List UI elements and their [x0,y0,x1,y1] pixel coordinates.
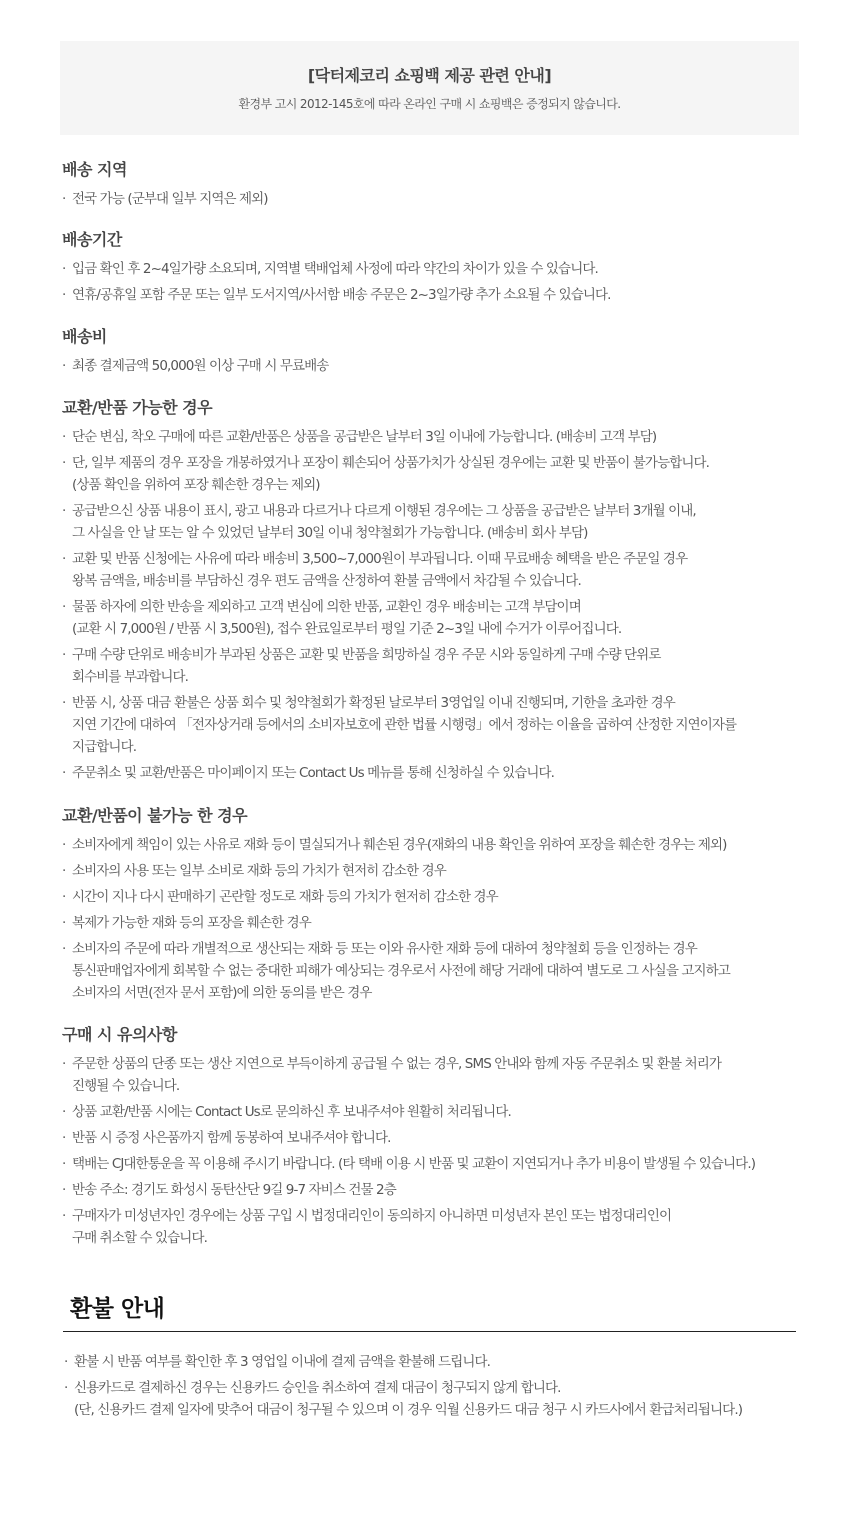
section-return-impossible [62,804,822,1008]
section-delivery-period [62,228,822,310]
list-item: · 주문한 상품의 단종 또는 생산 지연으로 부득이하게 공급될 수 없는 경우, SMS 안내와 함께 자동 주문취소 및 환불 처리가 진행될 수 있습니다. [62,1053,822,1097]
notice-text: 환경부 고시 2012-145호에 따라 온라인 구매 시 쇼핑백은 증정되지 않습니다. [238,97,621,111]
section-title: 배송비 [62,327,107,346]
section-title: 교환/반품 가능한 경우 [62,398,213,417]
list-item: · 구매 수량 단위로 배송비가 부과된 상품은 교환 및 반품을 희망하실 경우 주문 시와 동일하게 구매 수량 단위로 회수비를 부과합니다. [62,644,822,688]
list-item: · 복제가 가능한 재화 등의 포장을 훼손한 경우 [62,912,822,934]
refund-title: 환불 안내 [70,1296,165,1322]
section-title: 배송 지역 [62,160,127,179]
section-title: 구매 시 유의사항 [62,1025,177,1044]
list-item: · 신용카드로 결제하신 경우는 신용카드 승인을 취소하여 결제 대금이 청구되지 않게 합니다. (단, 신용카드 결제 일자에 맞추어 대금이 청구될 수 있으며 이 경우 익월 신용카드 대금 청구 시 카드사에서 환급처리됩니다.) [64,1377,824,1421]
shopping-bag-notice [60,41,799,135]
list-item: · 소비자에게 책임이 있는 사유로 재화 등이 멸실되거나 훼손된 경우(재화의 내용 확인을 위하여 포장을 훼손한 경우는 제외) [62,834,822,856]
list-item: · 소비자의 사용 또는 일부 소비로 재화 등의 가치가 현저히 감소한 경우 [62,860,822,882]
section-shipping-fee [62,325,822,381]
list-item: · 시간이 지나 다시 판매하기 곤란할 정도로 재화 등의 가치가 현저히 감소한 경우 [62,886,822,908]
list-item: · 반송 주소: 경기도 화성시 동탄산단 9길 9-7 자비스 건물 2층 [62,1179,822,1201]
notice-title: [닥터제코리 쇼핑백 제공 관련 안내] [307,66,552,85]
list-item: · 입금 확인 후 2~4일가량 소요되며, 지역별 택배업체 사정에 따라 약간의 차이가 있을 수 있습니다. [62,258,822,280]
divider [63,1331,796,1332]
list-item: · 반품 시 증정 사은품까지 함께 동봉하여 보내주셔야 합니다. [62,1127,822,1149]
list-item: · 연휴/공휴일 포함 주문 또는 일부 도서지역/사서함 배송 주문은 2~3일가량 추가 소요될 수 있습니다. [62,284,822,306]
list-item: · 전국 가능 (군부대 일부 지역은 제외) [62,188,822,210]
list-item: · 상품 교환/반품 시에는 Contact Us로 문의하신 후 보내주셔야 원활히 처리됩니다. [62,1101,822,1123]
list-item: · 소비자의 주문에 따라 개별적으로 생산되는 재화 등 또는 이와 유사한 재화 등에 대하여 청약철회 등을 인정하는 경우 통신판매업자에게 회복할 수 없는 중대한 피해가 예상되는 경우로서 사전에 해당 거래에 대하여 별도로 그 사실을 고지하고 소비자의 서면(전자 문서 포함)에 의한 동의를 받은 경우 [62,938,822,1004]
section-purchase-notes [62,1023,822,1253]
list-item: · 최종 결제금액 50,000원 이상 구매 시 무료배송 [62,355,822,377]
section-title: 배송기간 [62,230,122,249]
list-item: · 단순 변심, 착오 구매에 따른 교환/반품은 상품을 공급받은 날부터 3일 이내에 가능합니다. (배송비 고객 부담) [62,426,822,448]
list-item: · 구매자가 미성년자인 경우에는 상품 구입 시 법정대리인이 동의하지 아니하면 미성년자 본인 또는 법정대리인이 구매 취소할 수 있습니다. [62,1205,822,1249]
list-item: · 반품 시, 상품 대금 환불은 상품 회수 및 청약철회가 확정된 날로부터 3영업일 이내 진행되며, 기한을 초과한 경우 지연 기간에 대하여 「전자상거래 등에서의 소비자보호에 관한 법률 시행령」에서 정하는 이율을 곱하여 산정한 지연이자를 지급합니다. [62,692,822,758]
list-item: · 교환 및 반품 신청에는 사유에 따라 배송비 3,500~7,000원이 부과됩니다. 이때 무료배송 혜택을 받은 주문일 경우 왕복 금액을, 배송비를 부담하신 경우 편도 금액을 산정하여 환불 금액에서 차감될 수 있습니다. [62,548,822,592]
section-refund [64,1351,824,1425]
section-return-possible [62,396,822,788]
list-item: · 단, 일부 제품의 경우 포장을 개봉하였거나 포장이 훼손되어 상품가치가 상실된 경우에는 교환 및 반품이 불가능합니다. (상품 확인을 위하여 포장 훼손한 경우는 제외) [62,452,822,496]
list-item: · 주문취소 및 교환/반품은 마이페이지 또는 Contact Us 메뉴를 통해 신청하실 수 있습니다. [62,762,822,784]
list-item: · 공급받으신 상품 내용이 표시, 광고 내용과 다르거나 다르게 이행된 경우에는 그 상품을 공급받은 날부터 3개월 이내, 그 사실을 안 날 또는 알 수 있었던 날부터 30일 이내 청약철회가 가능합니다. (배송비 회사 부담) [62,500,822,544]
section-delivery-area [62,158,822,214]
list-item: · 환불 시 반품 여부를 확인한 후 3 영업일 이내에 결제 금액을 환불해 드립니다. [64,1351,824,1373]
list-item: · 물품 하자에 의한 반송을 제외하고 고객 변심에 의한 반품, 교환인 경우 배송비는 고객 부담이며 (교환 시 7,000원 / 반품 시 3,500원), 접수 완료일로부터 평일 기준 2~3일 내에 수거가 이루어집니다. [62,596,822,640]
list-item: · 택배는 CJ대한통운을 꼭 이용해 주시기 바랍니다. (타 택배 이용 시 반품 및 교환이 지연되거나 추가 비용이 발생될 수 있습니다.) [62,1153,822,1175]
section-title: 교환/반품이 불가능 한 경우 [62,806,248,825]
